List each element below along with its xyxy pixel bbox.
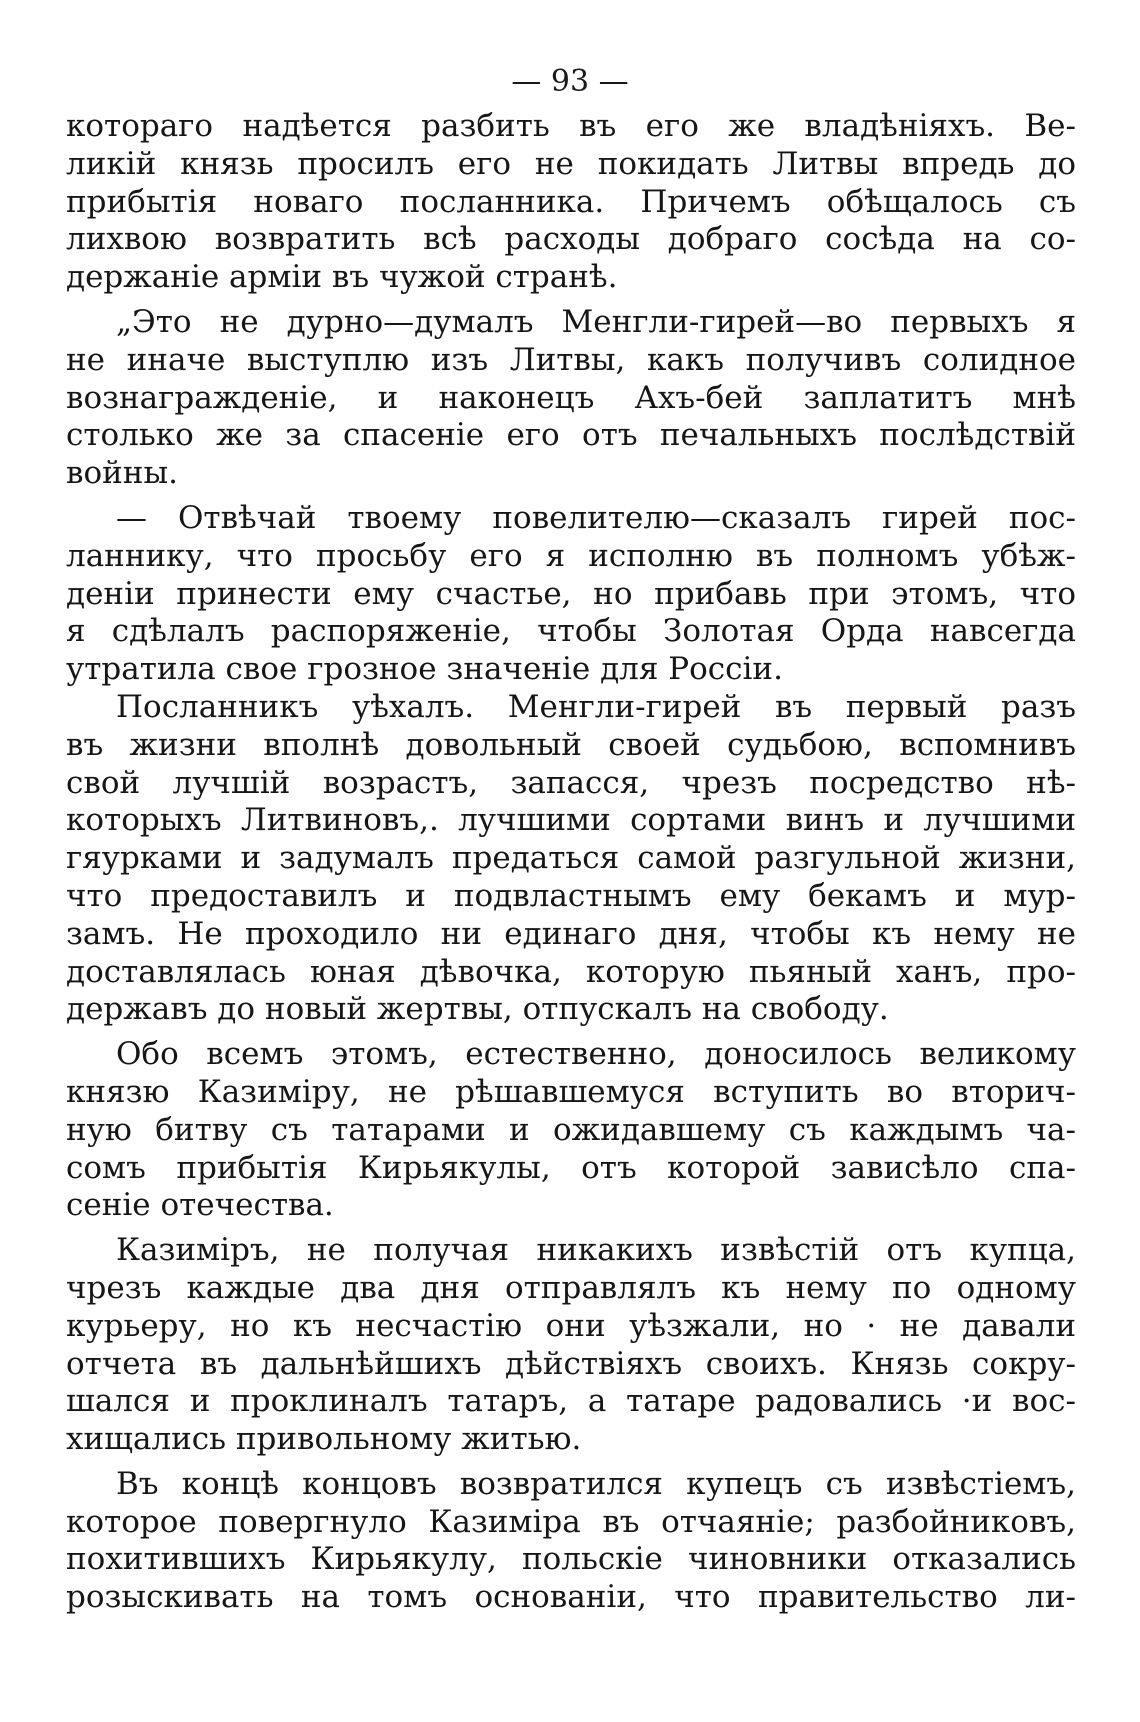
text-line: хищались привольному житью.: [66, 1421, 582, 1458]
text-line: сеніе отечества.: [66, 1187, 334, 1224]
text-line: чрезъ каждые два дня отправлялъ къ нему по одному: [66, 1269, 1076, 1306]
text-line: курьеру, но къ несчастію они уѣзжали, но · не давали: [66, 1307, 1076, 1344]
text-line: которое повергнуло Казиміра въ отчаяніе; разбойниковъ,: [66, 1503, 1076, 1540]
text-line: розыскивать на томъ основаніи, что правительство ли-: [66, 1579, 1076, 1616]
text-line: не иначе выступлю изъ Литвы, какъ получивъ солидное: [66, 341, 1076, 378]
text-line: ликій князь просилъ его не покидать Литвы впредь до: [66, 145, 1076, 182]
text-line: гяурками и задумалъ предаться самой разгульной жизни,: [66, 840, 1076, 877]
text-line: сомъ прибытія Кирьякулы, отъ которой зависѣло спа-: [66, 1149, 1076, 1186]
text-line: похитившихъ Кирьякулу, польскіе чиновники отказались: [66, 1541, 1076, 1578]
text-line: державъ до новый жертвы, отпускалъ на свободу.: [66, 991, 889, 1028]
text-line: „Это не дурно—думалъ Менгли-гирей—во первыхъ я: [116, 303, 1076, 340]
text-line: Обо всемъ этомъ, естественно, доносилось великому: [116, 1036, 1076, 1073]
page-number: — 93 —: [511, 64, 629, 99]
text-line: столько же за спасеніе его отъ печальныхъ послѣдствій: [66, 417, 1076, 454]
text-line: прибытія новаго посланника. Причемъ обѣщалось съ: [66, 183, 1076, 220]
text-line: войны.: [66, 455, 178, 492]
text-line: отчета въ дальнѣйшихъ дѣйствіяхъ своихъ. Князь сокру-: [66, 1345, 1076, 1382]
text-line: я сдѣлалъ распоряженіе, чтобы Золотая Орда навсегда: [66, 613, 1076, 650]
text-line: князю Казиміру, не рѣшавшемуся вступить во вторич-: [66, 1073, 1076, 1110]
text-line: ланнику, что просьбу его я исполню въ полномъ убѣж-: [66, 537, 1076, 574]
text-line: шался и проклиналъ татаръ, а татаре радовались ·и вос-: [66, 1383, 1076, 1420]
text-line: Казиміръ, не получая никакихъ извѣстій отъ купца,: [116, 1232, 1076, 1269]
text-line: свой лучшій возрастъ, запасся, чрезъ посредство нѣ-: [66, 764, 1076, 801]
text-line: ную битву съ татарами и ожидавшему съ каждымъ ча-: [66, 1111, 1076, 1148]
text-line: что предоставилъ и подвластнымъ ему бекамъ и мур-: [66, 877, 1076, 914]
text-line: держаніе арміи въ чужой странѣ.: [66, 259, 618, 296]
text-line: замъ. Не проходило ни единаго дня, чтобы къ нему не: [66, 915, 1076, 952]
text-line: вознагражденіе, и наконецъ Ахъ-бей заплатитъ мнѣ: [66, 379, 1076, 416]
text-line: утратила свое грозное значеніе для Россіи.: [66, 651, 783, 688]
text-line: деніи принести ему счастье, но прибавь при этомъ, что: [66, 575, 1076, 612]
text-line: доставлялась юная дѣвочка, которую пьяный ханъ, про-: [66, 953, 1076, 990]
text-line: въ жизни вполнѣ довольный своей судьбою, вспомнивъ: [66, 726, 1076, 763]
text-line: лихвою возвратить всѣ расходы добраго сосѣда на со-: [66, 221, 1076, 258]
text-line: Въ концѣ концовъ возвратился купецъ съ извѣстіемъ,: [116, 1465, 1076, 1502]
text-line: — Отвѣчай твоему повелителю—сказалъ гирей пос-: [116, 499, 1076, 536]
text-line: котораго надѣется разбить въ его же владѣніяхъ. Ве-: [66, 108, 1076, 144]
text-line: которыхъ Литвиновъ,. лучшими сортами винъ и лучшими: [66, 802, 1076, 839]
text-line: Посланникъ уѣхалъ. Менгли-гирей въ первый разъ: [116, 688, 1076, 725]
body-text: [66, 108, 1076, 1617]
